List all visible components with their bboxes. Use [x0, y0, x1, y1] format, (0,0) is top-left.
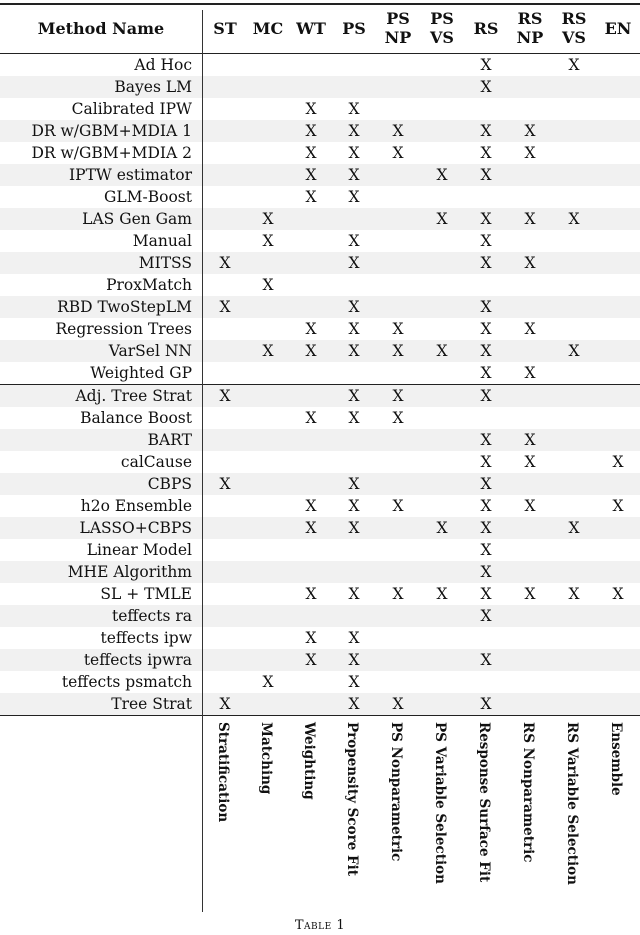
table-row [0, 76, 640, 98]
header-col-line1: RS [517, 9, 543, 28]
method-name-cell: ProxMatch [106, 276, 192, 294]
method-name-cell: LASSO+CBPS [79, 519, 192, 537]
mark-cell-rs: X [480, 78, 492, 96]
mark-cell-rs: X [480, 364, 492, 382]
mark-cell-rsnp: X [524, 453, 536, 471]
header-col-psnp [376, 4, 420, 52]
mark-cell-en: X [612, 497, 624, 515]
header-col-psvs [420, 4, 464, 52]
table-row [0, 649, 640, 671]
mark-cell-ps: X [348, 144, 360, 162]
legend-label: Ensemble [608, 722, 624, 796]
table-row [0, 407, 640, 429]
header-col-line1: PS [386, 9, 410, 28]
mark-cell-st: X [219, 387, 231, 405]
legend-psnp [387, 722, 409, 912]
mark-cell-ps: X [348, 475, 360, 493]
mark-cell-rs: X [480, 210, 492, 228]
mark-cell-rs: X [480, 431, 492, 449]
mark-cell-psvs: X [436, 342, 448, 360]
mark-cell-mc: X [262, 232, 274, 250]
table-row [0, 340, 640, 362]
table-row [0, 54, 640, 76]
mark-cell-psnp: X [392, 320, 404, 338]
method-name-cell: BART [147, 431, 192, 449]
header-col-line2: VS [562, 28, 586, 47]
mark-cell-ps: X [348, 166, 360, 184]
mark-cell-rs: X [480, 563, 492, 581]
mark-cell-ps: X [348, 320, 360, 338]
table-row [0, 98, 640, 120]
legend-st [214, 722, 236, 912]
mark-cell-psvs: X [436, 585, 448, 603]
mark-cell-rsnp: X [524, 364, 536, 382]
header-col-st [203, 4, 247, 52]
mark-cell-wt: X [305, 409, 317, 427]
legend-mc [257, 722, 279, 912]
mark-cell-rs: X [480, 298, 492, 316]
mark-cell-rs: X [480, 541, 492, 559]
mark-cell-ps: X [348, 629, 360, 647]
legend-rsnp [519, 722, 541, 912]
method-name-cell: calCause [120, 453, 192, 471]
method-name-cell: LAS Gen Gam [82, 210, 192, 228]
legend-label: Weighting [301, 722, 317, 800]
table-row [0, 120, 640, 142]
table-row [0, 693, 640, 715]
mark-cell-psnp: X [392, 409, 404, 427]
header-col-line2: NP [516, 28, 544, 47]
mark-cell-rsnp: X [524, 585, 536, 603]
mark-cell-mc: X [262, 342, 274, 360]
mark-cell-rsvs: X [568, 210, 580, 228]
mark-cell-rs: X [480, 585, 492, 603]
method-name-cell: RBD TwoStepLM [57, 298, 192, 316]
method-name-cell: teffects psmatch [61, 673, 192, 691]
table-row [0, 605, 640, 627]
header-col-line1: PS [430, 9, 454, 28]
mark-cell-rs: X [480, 607, 492, 625]
method-name-cell: Weighted GP [90, 364, 192, 382]
header-col-ps [332, 4, 376, 52]
header-col-wt [289, 4, 333, 52]
legend-rsvs [563, 722, 585, 912]
method-name-cell: Tree Strat [111, 695, 192, 713]
table-row [0, 318, 640, 340]
method-name-cell: teffects ra [111, 607, 192, 625]
table-row [0, 230, 640, 252]
header-method-name: Method Name [37, 18, 165, 38]
column-separator [202, 10, 203, 912]
mark-cell-rs: X [480, 254, 492, 272]
table-row [0, 539, 640, 561]
mark-cell-ps: X [348, 232, 360, 250]
mark-cell-ps: X [348, 387, 360, 405]
table-row [0, 252, 640, 274]
mark-cell-en: X [612, 453, 624, 471]
table-row [0, 451, 640, 473]
method-name-cell: MITSS [138, 254, 192, 272]
mark-cell-ps: X [348, 122, 360, 140]
method-name-cell: GLM-Boost [103, 188, 192, 206]
mark-cell-mc: X [262, 276, 274, 294]
header-col-line1: ST [213, 18, 237, 38]
table-row [0, 583, 640, 605]
method-name-cell: Manual [132, 232, 192, 250]
method-name-cell: Calibrated IPW [71, 100, 192, 118]
mark-cell-wt: X [305, 320, 317, 338]
method-name-cell: teffects ipw [100, 629, 192, 647]
mark-cell-psvs: X [436, 166, 448, 184]
mark-cell-ps: X [348, 497, 360, 515]
mark-cell-rsvs: X [568, 585, 580, 603]
mark-cell-wt: X [305, 188, 317, 206]
mark-cell-psvs: X [436, 519, 448, 537]
table-row [0, 274, 640, 296]
mark-cell-st: X [219, 298, 231, 316]
legend-label: Response Surface Fit [476, 722, 492, 883]
header-col-line1: PS [342, 18, 366, 38]
mark-cell-ps: X [348, 695, 360, 713]
mark-cell-rsnp: X [524, 497, 536, 515]
header-col-mc [246, 4, 290, 52]
mark-cell-ps: X [348, 651, 360, 669]
mark-cell-wt: X [305, 629, 317, 647]
mark-cell-rs: X [480, 475, 492, 493]
mark-cell-mc: X [262, 210, 274, 228]
method-name-cell: SL + TMLE [100, 585, 192, 603]
header-col-line1: EN [604, 18, 632, 38]
mark-cell-rsnp: X [524, 431, 536, 449]
mark-cell-rsnp: X [524, 122, 536, 140]
mark-cell-ps: X [348, 409, 360, 427]
mark-cell-st: X [219, 254, 231, 272]
mark-cell-wt: X [305, 100, 317, 118]
header-col-line1: MC [252, 18, 284, 38]
table-row [0, 429, 640, 451]
header-col-rsvs [552, 4, 596, 52]
mark-cell-mc: X [262, 673, 274, 691]
header-col-line2: VS [430, 28, 454, 47]
mark-cell-psnp: X [392, 387, 404, 405]
method-name-cell: MHE Algorithm [67, 563, 192, 581]
mark-cell-wt: X [305, 585, 317, 603]
mark-cell-rsnp: X [524, 144, 536, 162]
mark-cell-psnp: X [392, 144, 404, 162]
mark-cell-rs: X [480, 651, 492, 669]
mark-cell-rs: X [480, 122, 492, 140]
mark-cell-psvs: X [436, 210, 448, 228]
legend-label: RS Variable Selection [564, 722, 580, 885]
mark-cell-wt: X [305, 497, 317, 515]
mark-cell-rs: X [480, 519, 492, 537]
mark-cell-rs: X [480, 232, 492, 250]
method-name-cell: IPTW estimator [69, 166, 192, 184]
method-name-cell: Adj. Tree Strat [75, 387, 192, 405]
method-name-cell: teffects ipwra [83, 651, 192, 669]
header-col-rs [464, 4, 508, 52]
mark-cell-ps: X [348, 673, 360, 691]
mark-cell-rs: X [480, 453, 492, 471]
bottom-rule [0, 715, 640, 716]
table-row [0, 208, 640, 230]
method-name-cell: DR w/GBM+MDIA 2 [31, 144, 192, 162]
mark-cell-wt: X [305, 651, 317, 669]
mark-cell-ps: X [348, 254, 360, 272]
mark-cell-ps: X [348, 342, 360, 360]
legend-rs [475, 722, 497, 912]
table-row [0, 186, 640, 208]
table-row [0, 517, 640, 539]
legend-psvs [431, 722, 453, 912]
mark-cell-psnp: X [392, 497, 404, 515]
header-col-line2: NP [384, 28, 412, 47]
mark-cell-ps: X [348, 100, 360, 118]
legend-label: PS Variable Selection [432, 722, 448, 884]
method-name-cell: Bayes LM [114, 78, 192, 96]
table-row [0, 561, 640, 583]
mark-cell-rsvs: X [568, 56, 580, 74]
legend-ps [343, 722, 365, 912]
mark-cell-wt: X [305, 519, 317, 537]
mark-cell-rs: X [480, 320, 492, 338]
mark-cell-ps: X [348, 188, 360, 206]
table-row [0, 142, 640, 164]
mark-cell-rs: X [480, 342, 492, 360]
mark-cell-rs: X [480, 144, 492, 162]
mark-cell-wt: X [305, 342, 317, 360]
mark-cell-rsnp: X [524, 320, 536, 338]
legend-label: Propensity Score Fit [344, 722, 360, 876]
header-col-line1: WT [296, 18, 326, 38]
method-name-cell: CBPS [147, 475, 192, 493]
mark-cell-wt: X [305, 122, 317, 140]
legend-label: RS Nonparametric [520, 722, 536, 863]
mark-cell-st: X [219, 695, 231, 713]
method-name-cell: Balance Boost [80, 409, 192, 427]
legend-wt [300, 722, 322, 912]
mark-cell-wt: X [305, 144, 317, 162]
mark-cell-ps: X [348, 298, 360, 316]
header-col-line1: RS [473, 18, 499, 38]
mark-cell-en: X [612, 585, 624, 603]
header-col-line1: RS [561, 9, 587, 28]
table-row [0, 362, 640, 384]
method-name-cell: VarSel NN [108, 342, 192, 360]
mark-cell-rsvs: X [568, 519, 580, 537]
legend-label: PS Nonparametric [388, 722, 404, 862]
header-col-en [596, 4, 640, 52]
table-row [0, 385, 640, 407]
table-row [0, 495, 640, 517]
method-name-cell: Regression Trees [55, 320, 192, 338]
mark-cell-rs: X [480, 497, 492, 515]
mark-cell-psnp: X [392, 122, 404, 140]
method-name-cell: Ad Hoc [134, 56, 192, 74]
mark-cell-psnp: X [392, 585, 404, 603]
method-name-cell: DR w/GBM+MDIA 1 [31, 122, 192, 140]
mark-cell-ps: X [348, 519, 360, 537]
mark-cell-rsnp: X [524, 210, 536, 228]
mark-cell-rsvs: X [568, 342, 580, 360]
mark-cell-rs: X [480, 56, 492, 74]
legend-en [607, 722, 629, 912]
table-row [0, 627, 640, 649]
mark-cell-rs: X [480, 166, 492, 184]
mark-cell-ps: X [348, 585, 360, 603]
mark-cell-st: X [219, 475, 231, 493]
legend-label: Stratification [215, 722, 231, 823]
mark-cell-rs: X [480, 695, 492, 713]
legend-label: Matching [258, 722, 274, 795]
table-caption: Table 1 [294, 918, 346, 933]
mark-cell-rsnp: X [524, 254, 536, 272]
mark-cell-rs: X [480, 387, 492, 405]
header-col-rsnp [508, 4, 552, 52]
table-row [0, 473, 640, 495]
table-row [0, 164, 640, 186]
mark-cell-psnp: X [392, 695, 404, 713]
method-name-cell: h2o Ensemble [80, 497, 192, 515]
mark-cell-psnp: X [392, 342, 404, 360]
table-row [0, 296, 640, 318]
method-name-cell: Linear Model [86, 541, 192, 559]
mark-cell-wt: X [305, 166, 317, 184]
table-row [0, 671, 640, 693]
